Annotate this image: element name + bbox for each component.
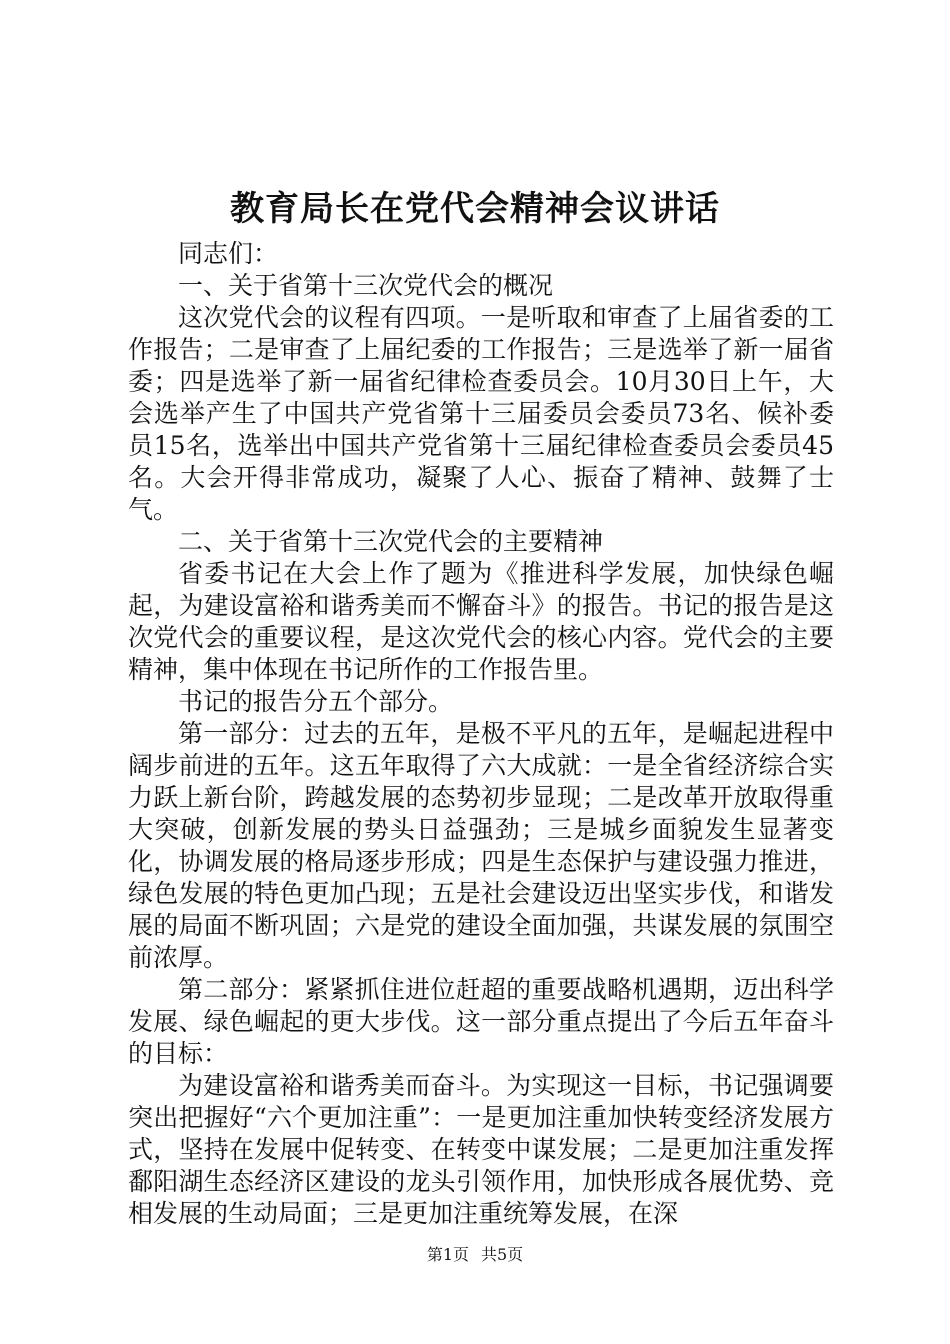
paragraph-heading-1: 一、关于省第十三次党代会的概况 [178, 271, 554, 300]
paragraph: 书记的报告分五个部分。 [178, 687, 454, 716]
paragraph: 省委书记在大会上作了题为《推进科学发展，加快绿色崛起，为建设富裕和谐秀美而不懈奋斗》的报告。书记的报告是这次党代会的重要议程，是这次党代会的核心内容。党代会的主要精神，集中体现在书记所作的工作报告里。 [128, 559, 834, 684]
paragraph: 为建设富裕和谐秀美而奋斗。为实现这一目标，书记强调要突出把握好“六个更加注重”：一是更加注重加快转变经济发展方式，坚持在发展中促转变、在转变中谋发展；二是更加注重发挥鄱阳湖生态经济区建设的龙头引领作用，加快形成各展优势、竞相发展的生动局面；三是更加注重统筹发展，在深 [128, 1071, 834, 1228]
document-body [128, 238, 834, 1230]
paragraph: 第一部分：过去的五年，是极不平凡的五年，是崛起进程中阔步前进的五年。这五年取得了六大成就：一是全省经济综合实力跃上新台阶，跨越发展的态势初步显现；二是改革开放取得重大突破，创新发展的势头日益强劲；三是城乡面貌发生显著变化，协调发展的格局逐步形成；四是生态保护与建设强力推进，绿色发展的特色更加凸现；五是社会建设迈出坚实步伐，和谐发展的局面不断巩固；六是党的建设全面加强，共谋发展的氛围空前浓厚。 [128, 719, 834, 972]
page-footer [0, 1244, 950, 1266]
paragraph: 第二部分：紧紧抓住进位赶超的重要战略机遇期，迈出科学发展、绿色崛起的更大步伐。这一部分重点提出了今后五年奋斗的目标： [128, 975, 834, 1068]
paragraph-heading-2: 二、关于省第十三次党代会的主要精神 [178, 527, 604, 556]
document-title: 教育局长在党代会精神会议讲话 [230, 189, 720, 229]
page-total: 共5页 [481, 1245, 524, 1264]
paragraph: 这次党代会的议程有四项。一是听取和审查了上届省委的工作报告；二是审查了上届纪委的工作报告；三是选举了新一届省委；四是选举了新一届省纪律检查委员会。10月30日上午，大会选举产生了中国共产党省第十三届委员会委员73名、候补委员15名，选举出中国共产党省第十三届纪律检查委员会委员45名。大会开得非常成功，凝聚了人心、振奋了精神、鼓舞了士气。 [128, 303, 834, 524]
paragraph-salutation: 同志们： [178, 239, 279, 268]
page-number: 第1页 [426, 1245, 469, 1264]
